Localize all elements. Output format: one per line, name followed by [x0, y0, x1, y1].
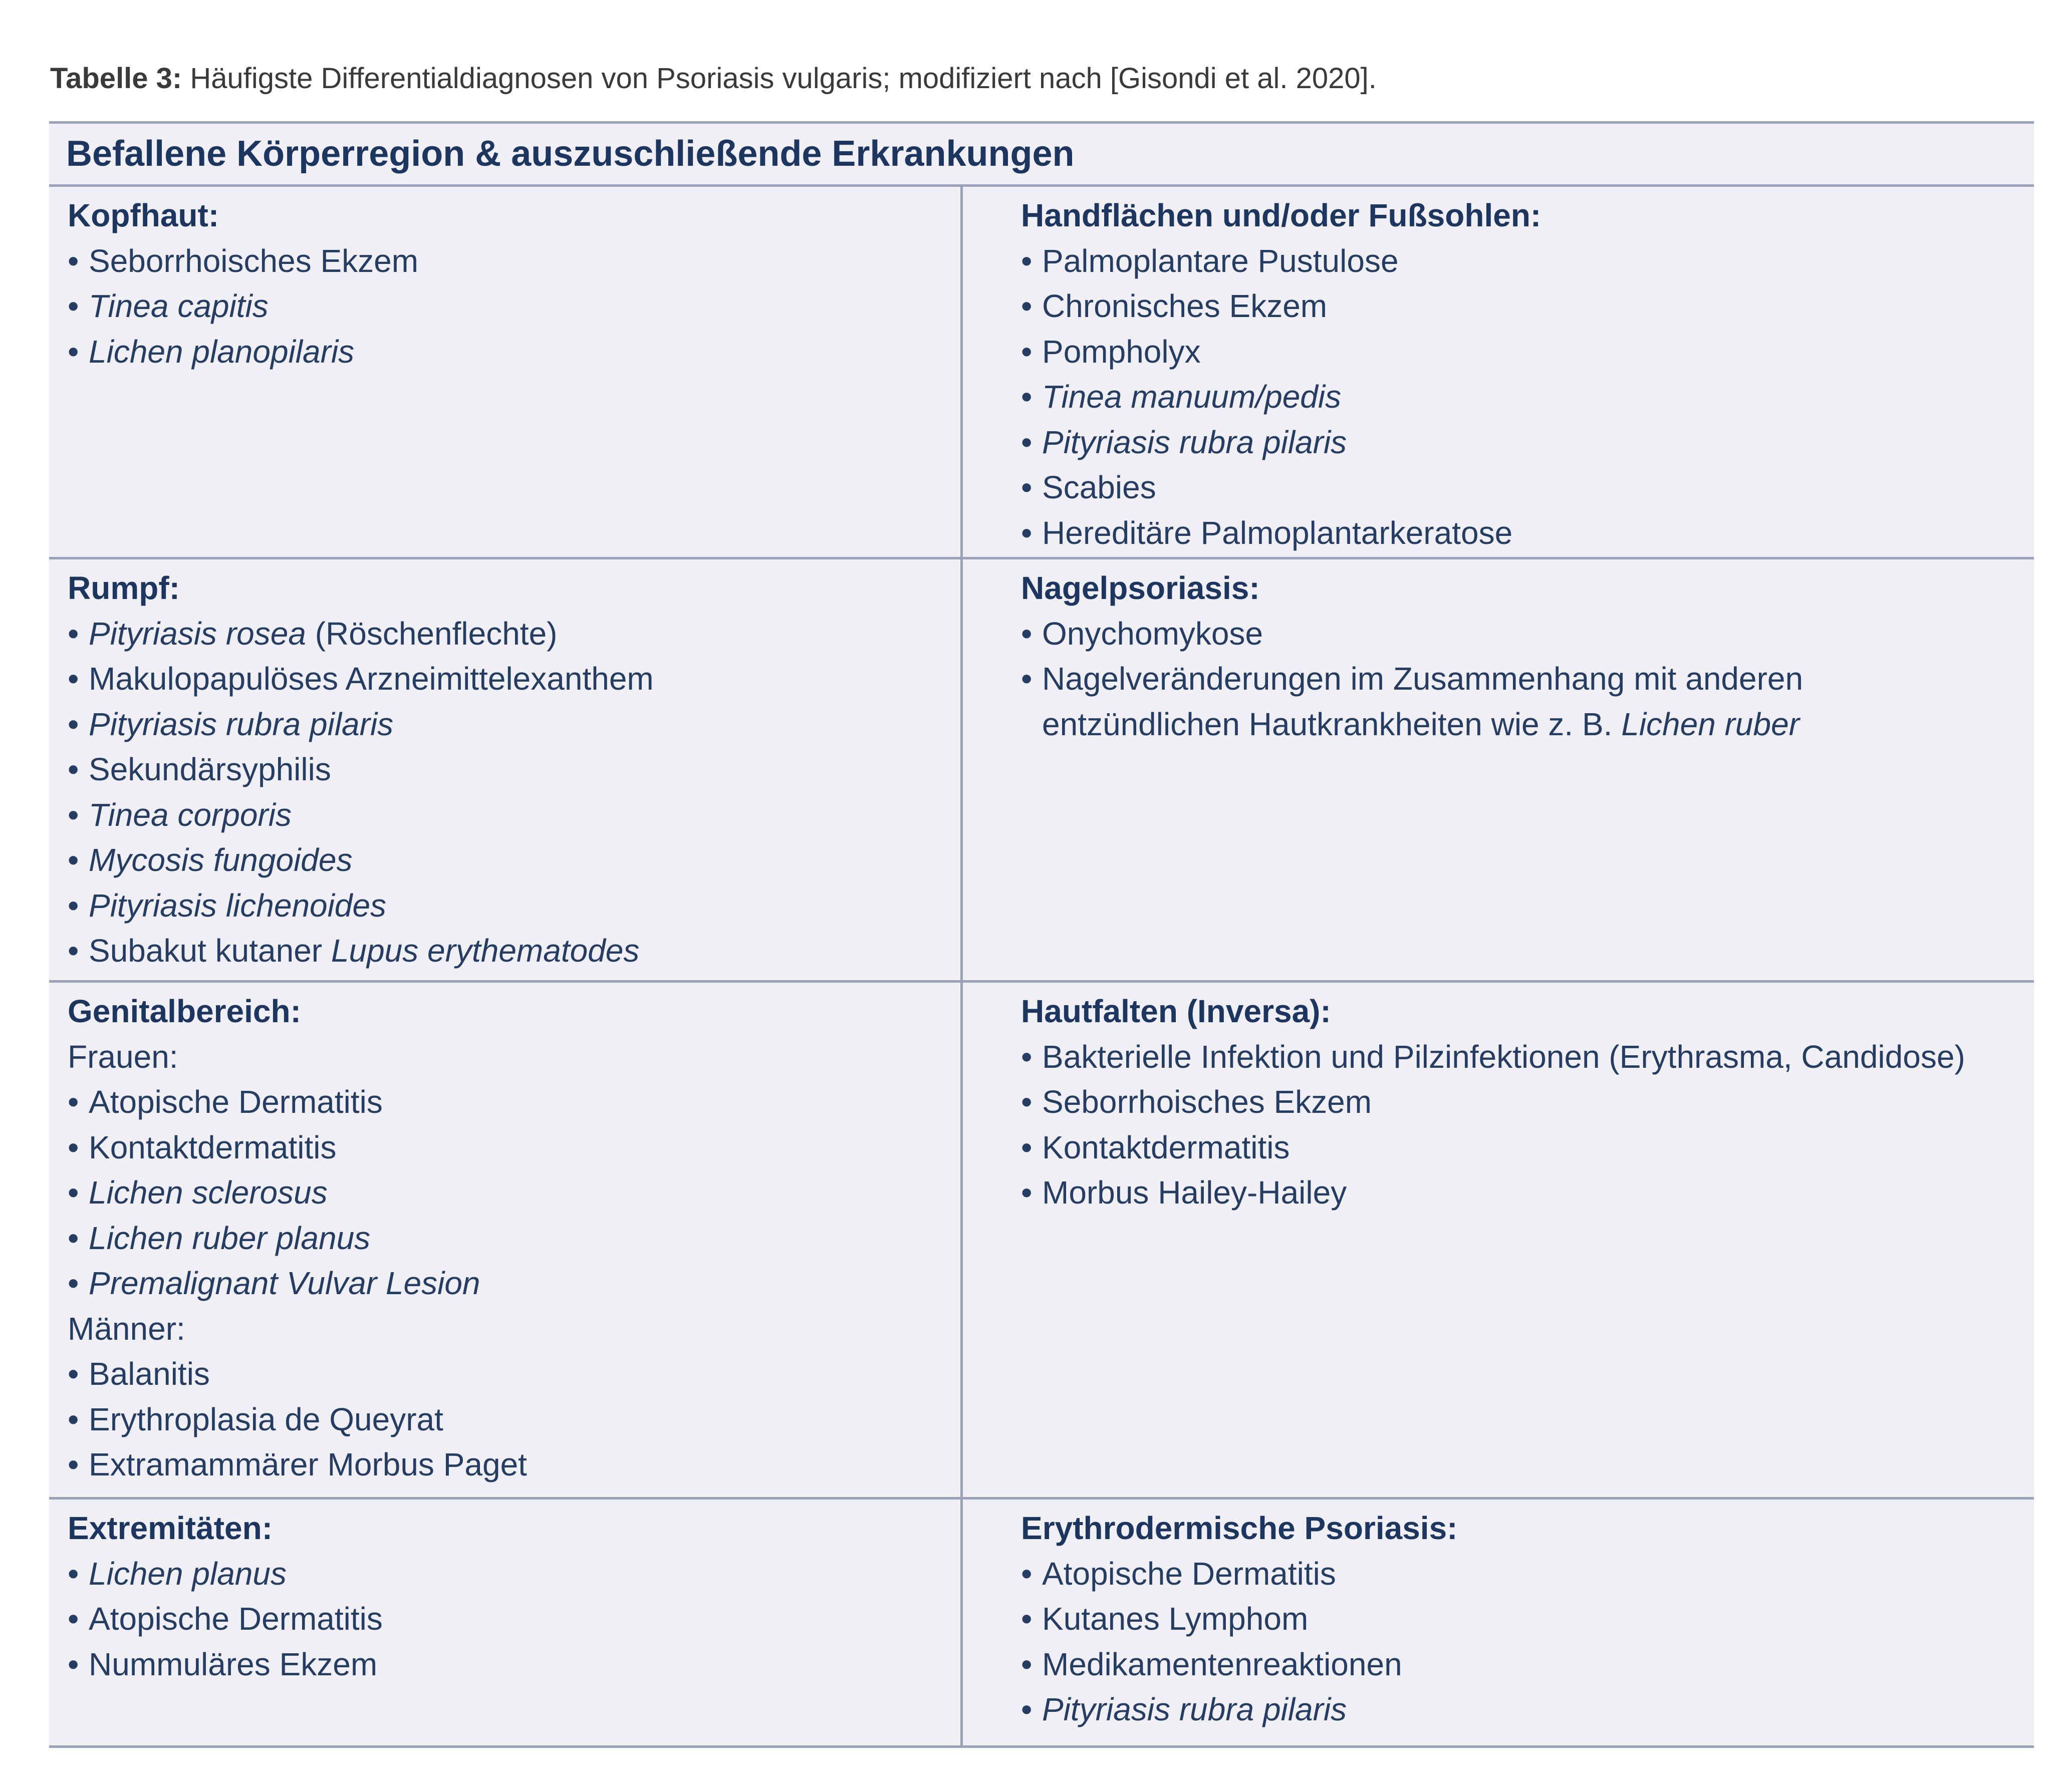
region-cell — [963, 187, 2034, 557]
diagnosis-latin-name: Tinea capitis — [89, 288, 269, 324]
diagnosis-item — [1021, 1034, 2024, 1080]
table-row — [49, 187, 2034, 559]
diagnosis-text: Medikamentenreaktionen — [1042, 1646, 1402, 1682]
diagnosis-text: Palmoplantare Pustulose — [1042, 242, 1399, 279]
region-heading: Erythrodermische Psoriasis: — [1021, 1510, 1458, 1546]
bullet-marker: • — [68, 1356, 79, 1392]
caption-label: Tabelle 3: — [50, 62, 182, 95]
diagnosis-text: Nummuläres Ekzem — [89, 1646, 378, 1682]
diagnosis-item — [1021, 1170, 2024, 1216]
bullet-marker: • — [68, 242, 79, 279]
region-cell — [49, 559, 963, 980]
bullet-marker: • — [68, 706, 79, 742]
diagnosis-latin-name: Pityriasis rubra pilaris — [1042, 1691, 1347, 1727]
diagnosis-item — [68, 837, 960, 883]
diagnosis-text: Seborrhoisches Ekzem — [89, 242, 419, 279]
bullet-marker: • — [68, 288, 79, 324]
bullet-marker: • — [68, 1601, 79, 1637]
bullet-marker: • — [68, 333, 79, 370]
region-heading: Extremitäten: — [68, 1510, 273, 1546]
bullet-marker: • — [1021, 661, 1033, 697]
region-cell — [963, 559, 2034, 980]
bullet-marker: • — [1021, 469, 1033, 505]
diagnosis-latin-name: Lichen ruber planus — [89, 1220, 371, 1256]
diagnosis-latin-name: Pityriasis rosea — [89, 615, 306, 652]
diagnosis-text: Atopische Dermatitis — [89, 1601, 383, 1637]
diagnosis-latin-name: Pityriasis lichenoides — [89, 887, 387, 924]
diagnosis-item — [68, 611, 960, 657]
table-caption — [50, 61, 1377, 96]
diagnosis-item — [1021, 1125, 2024, 1170]
diagnosis-latin-name: Pityriasis rubra pilaris — [89, 706, 394, 742]
diagnosis-item — [68, 928, 960, 974]
diagnosis-latin-name: Tinea corporis — [89, 796, 292, 833]
diagnosis-item — [68, 238, 960, 284]
bullet-marker: • — [68, 1265, 79, 1301]
diagnosis-text: Frauen: — [68, 1038, 178, 1075]
bullet-marker: • — [1021, 1174, 1033, 1211]
diagnosis-item — [1021, 283, 2024, 329]
region-cell — [963, 1500, 2034, 1745]
diagnosis-text: Atopische Dermatitis — [89, 1084, 383, 1120]
bullet-marker: • — [68, 1401, 79, 1437]
diagnosis-text: Atopische Dermatitis — [1042, 1555, 1336, 1592]
diagnosis-latin-name: Lupus erythematodes — [331, 933, 640, 969]
diagnosis-latin-name: Mycosis fungoides — [89, 842, 353, 878]
diagnosis-text: Erythroplasia de Queyrat — [89, 1401, 443, 1437]
subgroup-label — [68, 1306, 960, 1352]
diagnosis-text: Extramammärer Morbus Paget — [89, 1446, 527, 1482]
diagnosis-item — [1021, 1687, 2024, 1732]
diagnosis-item — [1021, 374, 2024, 420]
diagnosis-latin-name: Pityriasis rubra pilaris — [1042, 424, 1347, 460]
table-header: Befallene Körperregion & auszuschließende Erkrankungen — [49, 124, 2034, 187]
diagnosis-item — [68, 883, 960, 929]
bullet-marker: • — [1021, 424, 1033, 460]
bullet-marker: • — [1021, 333, 1033, 370]
bullet-marker: • — [68, 933, 79, 969]
diagnosis-text: Morbus Hailey-Hailey — [1042, 1174, 1347, 1211]
diagnosis-text: Nagelveränderungen im Zusammenhang mit anderen — [1042, 661, 1803, 697]
bullet-marker: • — [68, 842, 79, 878]
diagnosis-latin-name: Lichen planus — [89, 1555, 287, 1592]
differential-diagnosis-table — [49, 121, 2034, 1748]
bullet-marker: • — [1021, 242, 1033, 279]
bullet-marker: • — [68, 887, 79, 924]
diagnosis-text: Männer: — [68, 1310, 185, 1347]
bullet-marker: • — [1021, 1038, 1033, 1075]
diagnosis-item — [1021, 420, 2024, 465]
diagnosis-item — [68, 656, 960, 702]
bullet-marker: • — [68, 1174, 79, 1211]
subgroup-label — [68, 1034, 960, 1080]
bullet-marker: • — [68, 1220, 79, 1256]
table-row — [49, 559, 2034, 983]
region-cell — [49, 983, 963, 1497]
diagnosis-text: Seborrhoisches Ekzem — [1042, 1084, 1372, 1120]
diagnosis-text: Balanitis — [89, 1356, 210, 1392]
diagnosis-item — [68, 1551, 960, 1597]
diagnosis-item — [68, 1216, 960, 1261]
bullet-marker: • — [68, 1129, 79, 1165]
diagnosis-item — [1021, 238, 2024, 284]
diagnosis-item — [68, 1261, 960, 1306]
diagnosis-latin-name: Lichen ruber — [1621, 706, 1799, 742]
diagnosis-latin-name: Tinea manuum/pedis — [1042, 379, 1342, 415]
diagnosis-latin-name: Lichen planopilaris — [89, 333, 355, 370]
region-heading: Kopfhaut: — [68, 197, 219, 233]
diagnosis-item — [68, 283, 960, 329]
bullet-marker: • — [1021, 1601, 1033, 1637]
diagnosis-latin-name: Premalignant Vulvar Lesion — [89, 1265, 480, 1301]
diagnosis-text: entzündlichen Hautkrankheiten wie z. B. — [1042, 706, 1622, 742]
diagnosis-item — [68, 1125, 960, 1170]
diagnosis-item — [1021, 1596, 2024, 1642]
region-heading: Rumpf: — [68, 570, 180, 606]
region-heading: Nagelpsoriasis: — [1021, 570, 1260, 606]
bullet-marker: • — [1021, 379, 1033, 415]
diagnosis-item — [1021, 656, 2024, 702]
diagnosis-item — [68, 1442, 960, 1487]
region-heading: Genitalbereich: — [68, 993, 301, 1029]
table-body — [49, 187, 2034, 1745]
diagnosis-text: Bakterielle Infektion und Pilzinfektionen (Erythrasma, Candidose) — [1042, 1038, 1965, 1075]
bullet-marker: • — [68, 1084, 79, 1120]
bullet-marker: • — [68, 1646, 79, 1682]
table-row — [49, 1500, 2034, 1745]
bullet-marker: • — [1021, 1084, 1033, 1120]
diagnosis-item — [68, 747, 960, 792]
region-heading: Handflächen und/oder Fußsohlen: — [1021, 197, 1541, 233]
bullet-marker: • — [1021, 615, 1033, 652]
caption-text: Häufigste Differentialdiagnosen von Psoriasis vulgaris; modifiziert nach [Gisondi et al. 2020]. — [182, 62, 1377, 95]
diagnosis-text: Kontaktdermatitis — [1042, 1129, 1290, 1165]
bullet-marker: • — [1021, 1691, 1033, 1727]
bullet-marker: • — [68, 751, 79, 787]
diagnosis-item — [1021, 510, 2024, 556]
diagnosis-text: Hereditäre Palmoplantarkeratose — [1042, 514, 1513, 551]
diagnosis-text: Pompholyx — [1042, 333, 1201, 370]
region-cell — [49, 187, 963, 557]
diagnosis-item-continuation — [1021, 702, 2024, 747]
diagnosis-item — [1021, 611, 2024, 657]
bullet-marker: • — [68, 661, 79, 697]
diagnosis-item — [1021, 1079, 2024, 1125]
bullet-marker: • — [68, 615, 79, 652]
diagnosis-text: Kontaktdermatitis — [89, 1129, 337, 1165]
diagnosis-item — [68, 1079, 960, 1125]
diagnosis-text: Chronisches Ekzem — [1042, 288, 1328, 324]
diagnosis-item — [1021, 1551, 2024, 1597]
diagnosis-text: Subakut kutaner — [89, 933, 331, 969]
diagnosis-text: Makulopapulöses Arzneimittelexanthem — [89, 661, 654, 697]
bullet-marker: • — [68, 1446, 79, 1482]
diagnosis-item — [1021, 329, 2024, 375]
region-cell — [49, 1500, 963, 1745]
diagnosis-text: Scabies — [1042, 469, 1156, 505]
diagnosis-text: (Röschenflechte) — [306, 615, 558, 652]
diagnosis-item — [68, 1351, 960, 1397]
bullet-marker: • — [1021, 1555, 1033, 1592]
diagnosis-text: Onychomykose — [1042, 615, 1263, 652]
bullet-marker: • — [1021, 1129, 1033, 1165]
bullet-marker: • — [1021, 288, 1033, 324]
diagnosis-item — [68, 329, 960, 375]
diagnosis-item — [1021, 1642, 2024, 1687]
bullet-marker: • — [1021, 1646, 1033, 1682]
diagnosis-item — [68, 1642, 960, 1687]
diagnosis-item — [1021, 465, 2024, 510]
bullet-marker: • — [68, 1555, 79, 1592]
diagnosis-item — [68, 1170, 960, 1216]
diagnosis-item — [68, 1596, 960, 1642]
bullet-marker: • — [68, 796, 79, 833]
region-cell — [963, 983, 2034, 1497]
table-row — [49, 983, 2034, 1500]
diagnosis-item — [68, 792, 960, 838]
region-heading: Hautfalten (Inversa): — [1021, 993, 1331, 1029]
diagnosis-text: Sekundärsyphilis — [89, 751, 331, 787]
diagnosis-item — [68, 702, 960, 747]
diagnosis-latin-name: Lichen sclerosus — [89, 1174, 328, 1211]
diagnosis-item — [68, 1397, 960, 1442]
diagnosis-text: Kutanes Lymphom — [1042, 1601, 1309, 1637]
bullet-marker: • — [1021, 514, 1033, 551]
